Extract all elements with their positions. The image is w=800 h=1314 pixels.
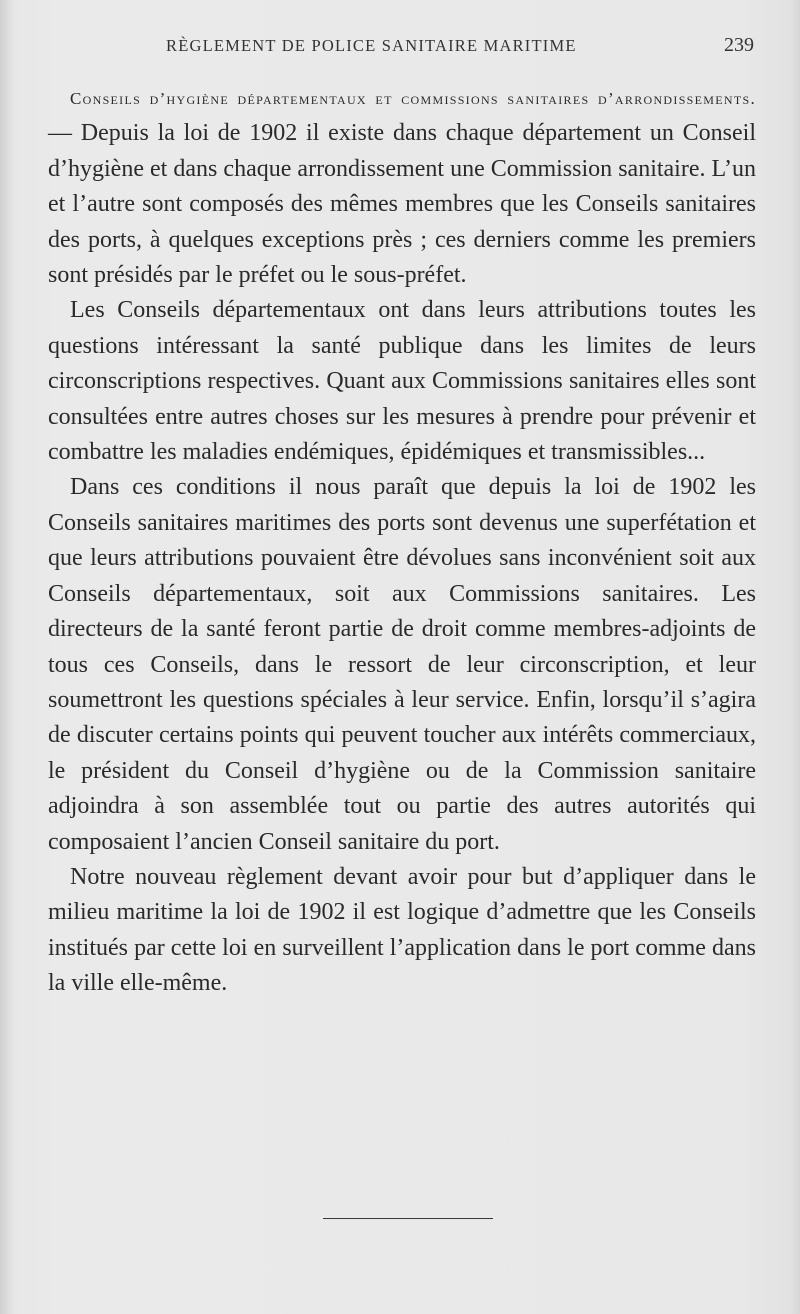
paragraph-1 xyxy=(48,80,756,293)
paragraph-4: Notre nouveau règlement devant avoir pour but d’appliquer dans le milieu maritime la loi de 1902 il est logique d’admettre que les Conseils institués par cette loi en surveillent l’application dans le port comme dans la ville elle-même. xyxy=(48,863,756,997)
page-header xyxy=(48,36,760,66)
paragraph-3: Dans ces conditions il nous paraît que depuis la loi de 1902 les Conseils sanitaires maritimes des ports sont devenus une superfétation et que leurs attributions pouvaient être dévolues sans inconvénient soit aux Conseils départementaux, soit aux Commissions sanitaires. Les directeurs de la santé feront partie de droit comme membres-adjoints de tous ces Conseils, dans le ressort de leur circonscription, et leur soumettront les questions spéciales à leur service. Enfin, lorsqu’il s’agira de discuter certains points qui peuvent toucher aux intérêts commerciaux, le président du Conseil d’hygiène ou de la Commission sanitaire adjoindra à son assemblée tout ou partie des autres autorités qui composaient l’ancien Conseil sanitaire du port. xyxy=(48,474,756,855)
running-head: RÈGLEMENT DE POLICE SANITAIRE MARITIME xyxy=(166,36,577,55)
section-end-rule xyxy=(323,1218,493,1219)
body-text xyxy=(48,80,756,1002)
page-number: 239 xyxy=(724,34,754,56)
paragraph-1-text: — Depuis la loi de 1902 il existe dans chaque département un Conseil d’hygiène et dans chaque arrondissement une Commission sanitaire. L’un et l’autre sont composés des mêmes membres que les Conseils sanitaires des ports, à quelques exceptions près ; ces derniers comme les premiers sont présidés par le préfet ou le sous-préfet. xyxy=(48,120,756,289)
section-heading: Conseils d’hygiène départementaux et commissions sanitaires d’arrondissements. xyxy=(70,89,756,108)
paragraph-2: Les Conseils départementaux ont dans leurs attributions toutes les questions intéressant la santé publique dans les limites de leurs circonscriptions respectives. Quant aux Commissions sanitaires elles sont consultées entre autres choses sur les mesures à prendre pour prévenir et combattre les maladies endémiques, épidémiques et transmissibles... xyxy=(48,297,756,466)
